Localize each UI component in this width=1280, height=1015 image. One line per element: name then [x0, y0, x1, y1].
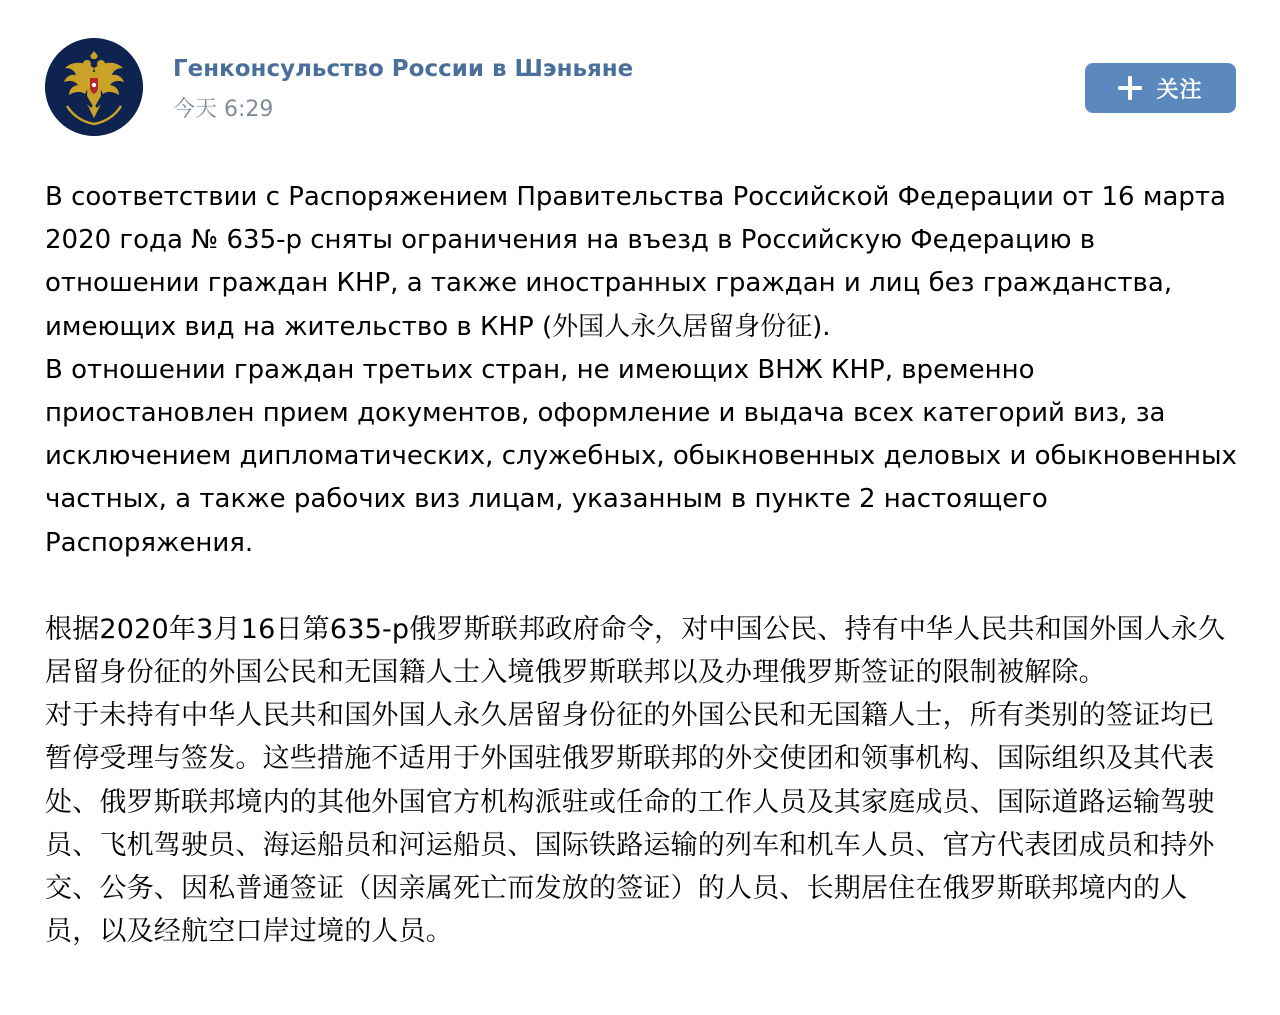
post-text [45, 176, 1237, 953]
avatar[interactable] [45, 38, 143, 136]
post-paragraph-ru-1: В соответствии с Распоряжением Правительства Российской Федерации от 16 марта 2020 года № 635-р сняты ограничения на въезд в Российскую Федерацию в отношении граждан КНР, а также иностранных граждан и лиц без гражданства, имеющих вид на жительство в КНР (外国人永久居留身份征). [45, 182, 1226, 342]
post-timestamp[interactable]: 今天 6:29 [173, 97, 274, 122]
author-name-link[interactable]: Генконсульство России в Шэньяне [173, 56, 634, 82]
paragraph-spacer [45, 565, 1237, 608]
post-header [45, 38, 1237, 138]
post-paragraph-cn-2: 对于未持有中华人民共和国外国人永久居留身份征的外国公民和无国籍人士，所有类别的签证均已暂停受理与签发。这些措施不适用于外国驻俄罗斯联邦的外交使团和领事机构、国际组织及其代表处、俄罗斯联邦境内的其他外国官方机构派驻或任命的工作人员及其家庭成员、国际道路运输驾驶员、飞机驾驶员、海运船员和河运船员、国际铁路运输的列车和机车人员、官方代表团成员和持外交、公务、因私普通签证（因亲属死亡而发放的签证）的人员、长期居住在俄罗斯联邦境内的人员，以及经航空口岸过境的人员。 [45, 700, 1215, 948]
post-paragraph-cn-1: 根据2020年3月16日第635-р俄罗斯联邦政府命令，对中国公民、持有中华人民共和国外国人永久居留身份征的外国公民和无国籍人士入境俄罗斯联邦以及办理俄罗斯签证的限制被解除。 [45, 613, 1226, 689]
post-paragraph-ru-2: В отношении граждан третьих стран, не имеющих ВНЖ КНР, временно приостановлен прием документов, оформление и выдача всех категорий виз, за исключением дипломатических, служебных, обыкновенных деловых и обыкновенных частных, а также рабочих виз лицам, указанным в пункте 2 настоящего Распоряжения. [45, 354, 1237, 558]
plus-icon [1118, 76, 1142, 100]
eagle-emblem-icon [45, 38, 143, 136]
follow-button[interactable] [1085, 63, 1236, 113]
follow-button-label: 关注 [1156, 77, 1203, 103]
